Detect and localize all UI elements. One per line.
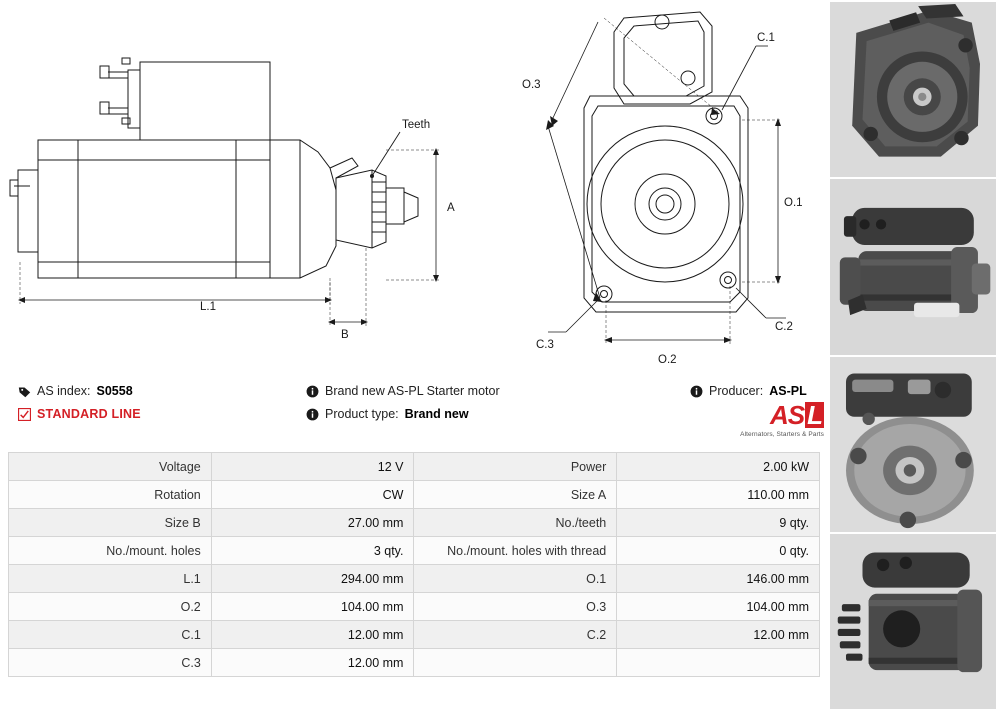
spec-key: O.2 (9, 593, 212, 621)
label-teeth: Teeth (402, 119, 431, 131)
as-index-label: AS index: (37, 384, 91, 398)
table-row (9, 621, 820, 649)
producer-line (690, 384, 807, 398)
spec-key: Size A (414, 481, 617, 509)
spec-key: C.1 (9, 621, 212, 649)
logo-mark (704, 402, 824, 428)
product-photo-strip (828, 0, 1000, 711)
starter-motor-photo-mounting-flange[interactable] (830, 357, 996, 532)
label-L1: L.1 (200, 301, 216, 313)
as-index-value: S0558 (96, 384, 133, 398)
label-C3: C.3 (536, 339, 554, 351)
product-type-label: Product type: (325, 407, 399, 421)
table-row (9, 453, 820, 481)
spec-value: 294.00 mm (211, 565, 414, 593)
spec-key: O.1 (414, 565, 617, 593)
spec-key: No./mount. holes with thread (414, 537, 617, 565)
info-col-middle (306, 384, 500, 430)
spec-table (8, 452, 820, 677)
table-row (9, 593, 820, 621)
drawing-canvas (0, 0, 828, 378)
brand-new-text: Brand new AS-PL Starter motor (325, 384, 500, 398)
spec-key: L.1 (9, 565, 212, 593)
logo-text-as: AS (769, 400, 805, 430)
producer-value: AS-PL (769, 384, 807, 398)
spec-key-empty (414, 649, 617, 677)
spec-value: 9 qty. (617, 509, 820, 537)
label-O2: O.2 (658, 354, 677, 366)
label-O3: O.3 (522, 79, 541, 91)
product-type-line (306, 407, 500, 421)
spec-value: CW (211, 481, 414, 509)
checkbox-icon (18, 408, 31, 421)
brand-new-line (306, 384, 500, 398)
table-row (9, 481, 820, 509)
standard-line-label: STANDARD LINE (37, 407, 141, 421)
logo-tagline: Alternators, Starters & Parts (740, 431, 824, 438)
spec-value: 2.00 kW (617, 453, 820, 481)
spec-value: 12.00 mm (211, 621, 414, 649)
starter-motor-photo-drive-end[interactable] (830, 2, 996, 177)
label-O1: O.1 (784, 197, 803, 209)
info-col-left (18, 384, 141, 430)
spec-key: O.3 (414, 593, 617, 621)
table-row (9, 509, 820, 537)
spec-key: Power (414, 453, 617, 481)
label-C2: C.2 (775, 321, 793, 333)
spec-key: C.3 (9, 649, 212, 677)
spec-key: Voltage (9, 453, 212, 481)
spec-key: C.2 (414, 621, 617, 649)
specification-table (8, 452, 820, 677)
label-B: B (341, 329, 349, 341)
spec-key: Rotation (9, 481, 212, 509)
tag-icon (18, 385, 31, 398)
info-icon (306, 408, 319, 421)
info-icon (306, 385, 319, 398)
info-icon (690, 385, 703, 398)
product-type-value: Brand new (404, 407, 469, 421)
spec-value-empty (617, 649, 820, 677)
table-row (9, 565, 820, 593)
producer-label: Producer: (709, 384, 764, 398)
spec-key: No./mount. holes (9, 537, 212, 565)
spec-value: 12.00 mm (211, 649, 414, 677)
as-index-line (18, 384, 141, 398)
spec-value: 3 qty. (211, 537, 414, 565)
starter-motor-photo-pinion-end[interactable] (830, 534, 996, 709)
spec-value: 104.00 mm (617, 593, 820, 621)
spec-key: No./teeth (414, 509, 617, 537)
standard-line-row (18, 407, 141, 421)
product-info (0, 378, 828, 448)
logo-badge-l: L (807, 400, 822, 430)
label-A: A (447, 202, 455, 214)
table-row (9, 537, 820, 565)
spec-value: 110.00 mm (617, 481, 820, 509)
starter-motor-photo-side[interactable] (830, 179, 996, 354)
spec-table-body (9, 453, 820, 677)
table-row (9, 649, 820, 677)
spec-value: 0 qty. (617, 537, 820, 565)
spec-value: 104.00 mm (211, 593, 414, 621)
spec-value: 12 V (211, 453, 414, 481)
spec-value: 146.00 mm (617, 565, 820, 593)
technical-drawings (0, 0, 828, 378)
spec-value: 12.00 mm (617, 621, 820, 649)
spec-key: Size B (9, 509, 212, 537)
as-pl-logo (704, 402, 824, 438)
label-C1: C.1 (757, 32, 775, 44)
spec-value: 27.00 mm (211, 509, 414, 537)
